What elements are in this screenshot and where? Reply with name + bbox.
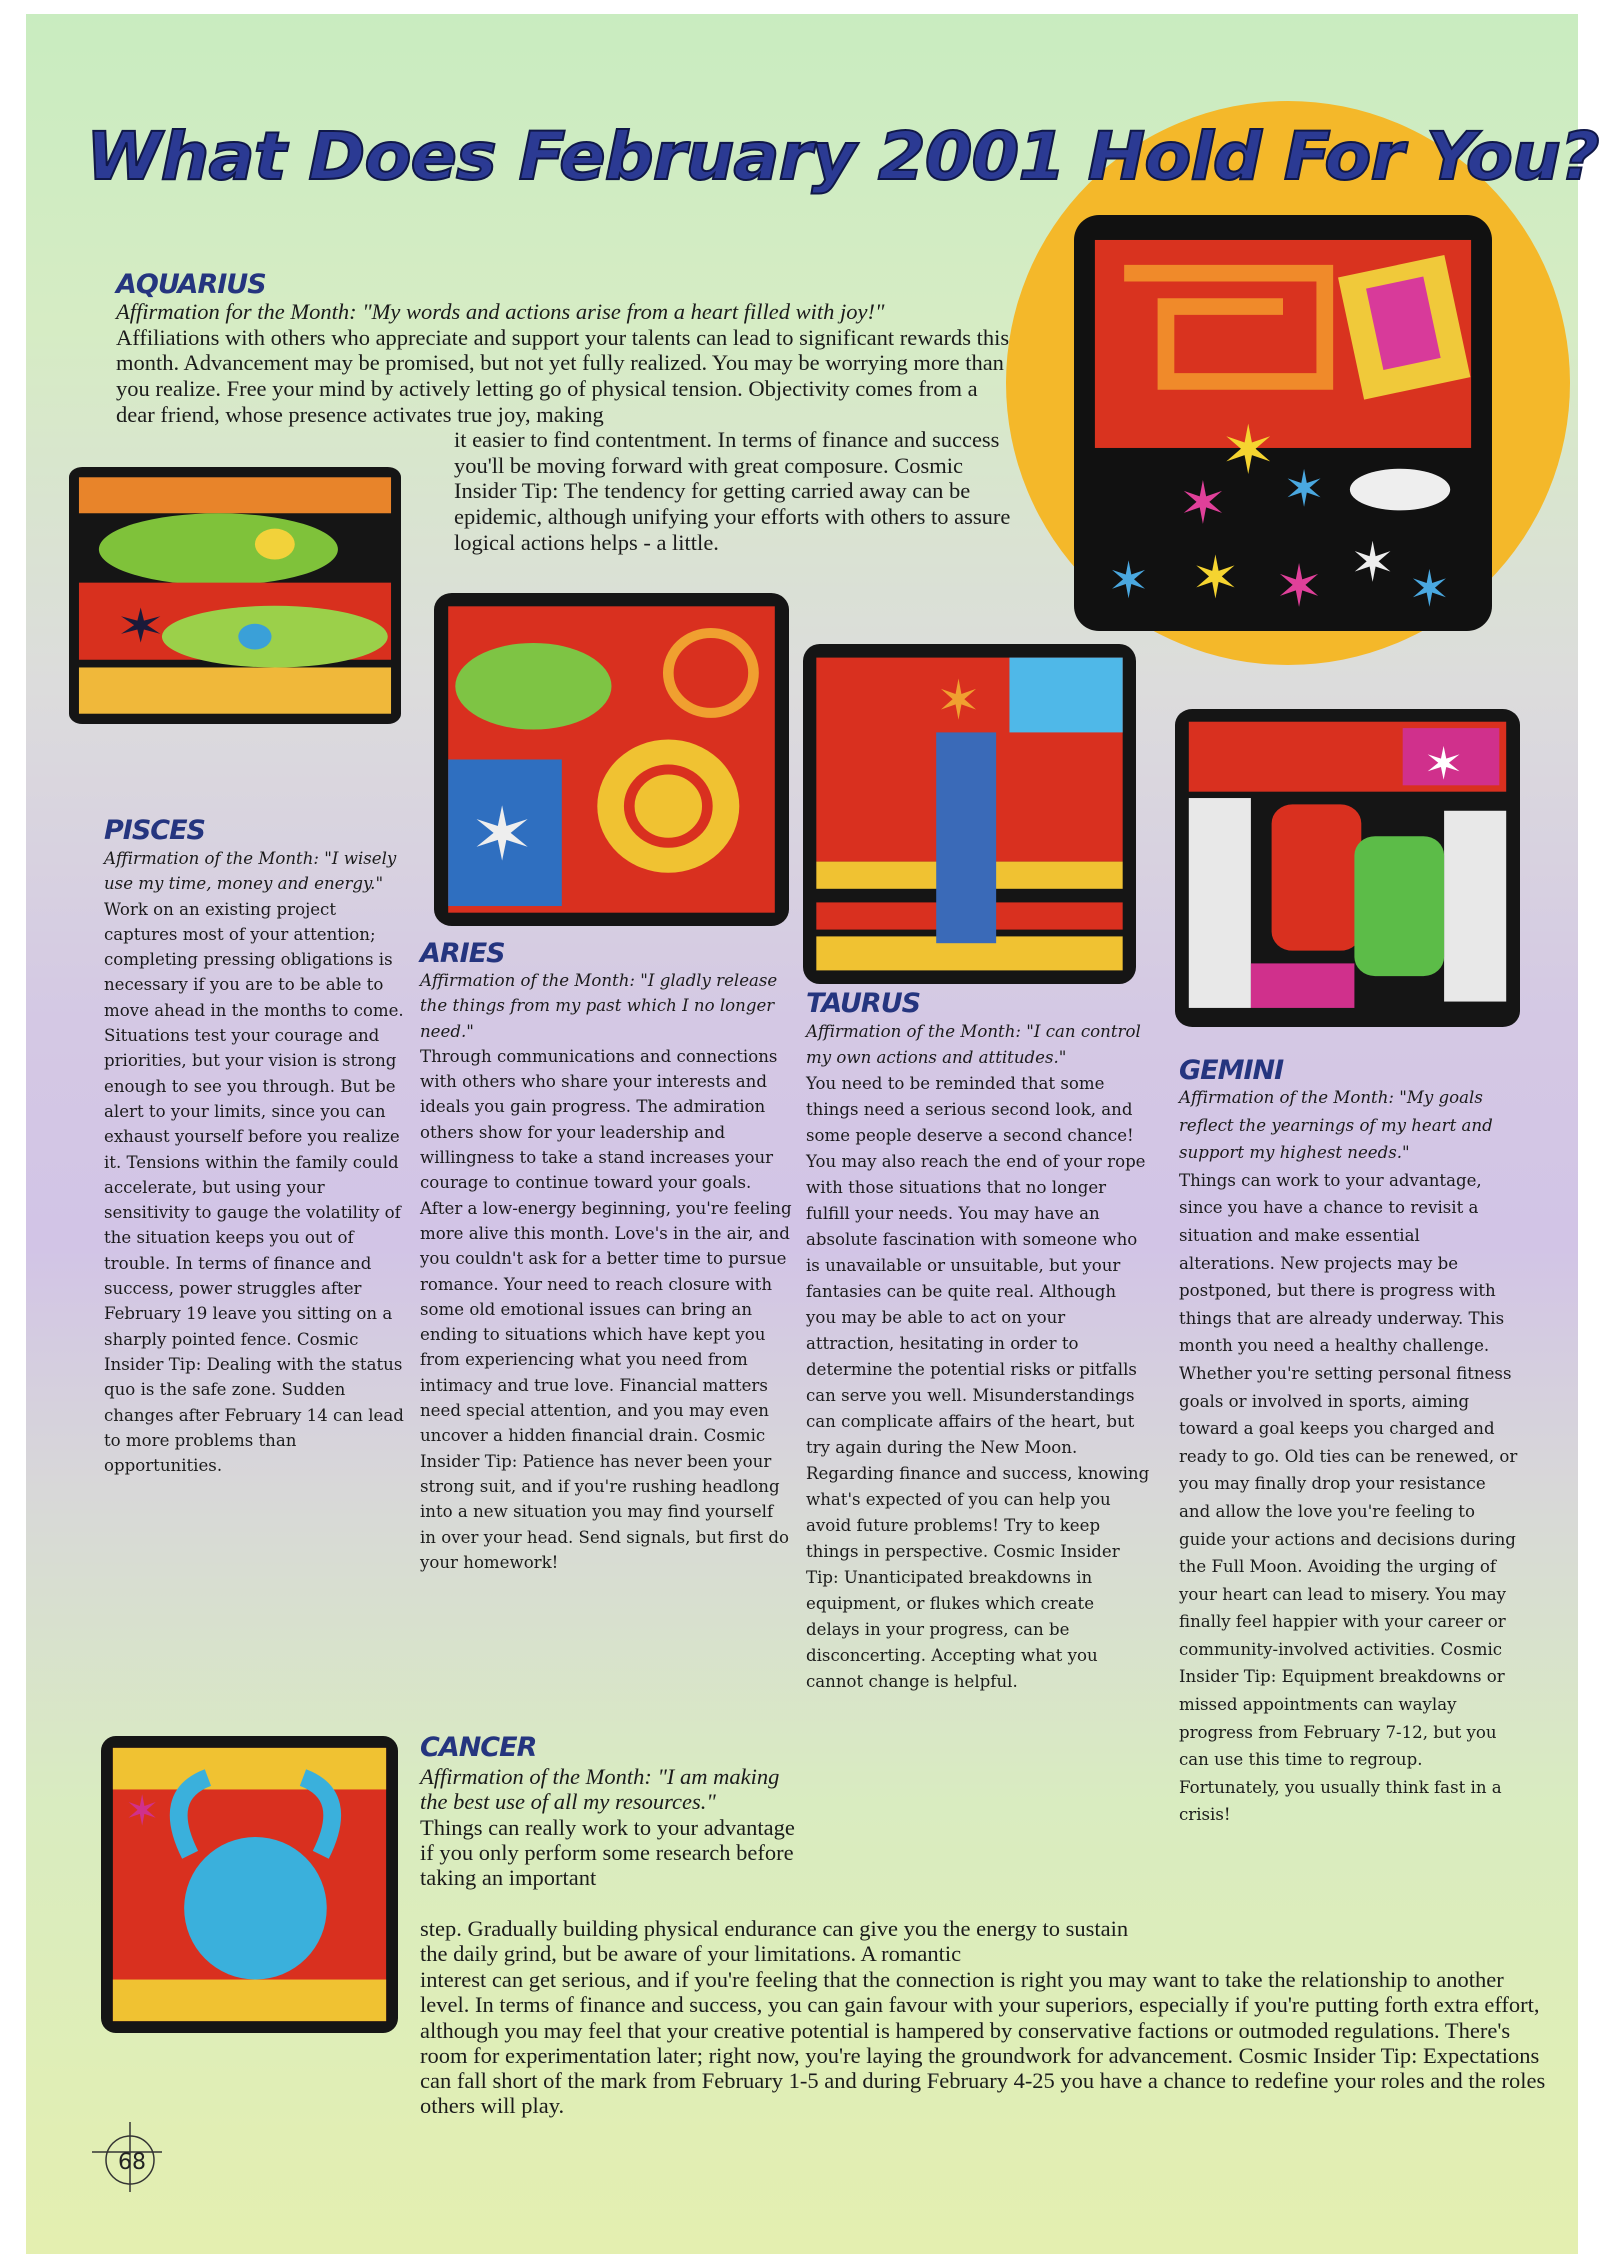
sign-heading-cancer: CANCER bbox=[420, 1732, 537, 1763]
taurus-art-svg bbox=[803, 644, 1136, 984]
pisces-affirmation: Affirmation of the Month: "I wisely use my time, money and energy." bbox=[104, 849, 397, 894]
star-icon: ✶ bbox=[1107, 552, 1150, 609]
pisces-art-svg bbox=[69, 467, 401, 724]
aquarius-artwork bbox=[1074, 215, 1492, 631]
pisces-text bbox=[104, 846, 410, 1478]
star-icon: ✶ bbox=[1423, 740, 1464, 790]
aquarius-body-1: Affiliations with others who appreciate and support your talents can lead to significant rewards this month. Advancement may be promised, but not yet fully realized. You may be worrying more than you realize. Free your mind by actively letting go of physical tension. Objectivity comes from a dear friend, whose presence activates true joy, making bbox=[116, 324, 1010, 427]
art-white-block bbox=[1444, 811, 1506, 1002]
art-blue-sky bbox=[1009, 658, 1122, 733]
sign-heading-taurus: TAURUS bbox=[806, 988, 921, 1019]
art-red-face bbox=[1272, 804, 1362, 950]
art-crab-body bbox=[184, 1837, 327, 1980]
sign-heading-pisces: PISCES bbox=[104, 815, 205, 846]
art-yellow-band bbox=[113, 1980, 386, 2022]
art-fish-eye bbox=[255, 529, 295, 560]
taurus-artwork bbox=[803, 644, 1136, 984]
aquarius-art-svg bbox=[1074, 215, 1492, 631]
cancer-art-svg bbox=[101, 1736, 398, 2033]
star-icon: ✶ bbox=[1220, 415, 1277, 488]
aquarius-affirmation: Affirmation for the Month: "My words and actions arise from a heart filled with joy!" bbox=[116, 299, 885, 324]
art-white-shape bbox=[1350, 469, 1450, 511]
cancer-body-1: Things can really work to your advantage if you only perform some research before taking an important bbox=[420, 1814, 795, 1891]
star-icon: ✶ bbox=[115, 600, 166, 653]
art-magenta-base bbox=[1251, 963, 1355, 1008]
gemini-affirmation: Affirmation of the Month: "My goals reflect the yearnings of my heart and support my highest needs." bbox=[1179, 1088, 1493, 1163]
aquarius-body-2: it easier to find contentment. In terms of finance and success you'll be moving forward with great composure. Cosmic Insider Tip: The tendency for getting carried away can be epidemic, although unifying your efforts with others to assure logical actions helps - a little. bbox=[454, 427, 1011, 555]
art-white-block bbox=[1189, 798, 1251, 1008]
aries-affirmation: Affirmation of the Month: "I gladly release the things from my past which I no longer need." bbox=[420, 971, 778, 1041]
star-icon: ✶ bbox=[1349, 533, 1396, 594]
cancer-body-3: interest can get serious, and if you're feeling that the connection is right you may want to take the relationship to another level. In terms of finance and success, you can gain favour with your superiors, especially if you're putting forth extra effort, although you may feel that your creative potential is hampered by conservative factions or outmoded regulations. There's room for experimentation later; right now, you're laying the groundwork for advancement. Cosmic Insider Tip: Expectations can fall short of the mark from February 1-5 and during February 4-25 you have a chance to redefine your roles and the roles others will play. bbox=[420, 1967, 1546, 2119]
sign-heading-aries: ARIES bbox=[420, 938, 505, 969]
star-icon: ✶ bbox=[936, 670, 981, 731]
pisces-artwork bbox=[69, 467, 401, 724]
gemini-art-svg bbox=[1175, 709, 1520, 1027]
art-yellow-band bbox=[79, 667, 391, 713]
star-icon: ✶ bbox=[1408, 561, 1451, 618]
art-fish-bottom bbox=[162, 606, 388, 668]
star-icon: ✶ bbox=[1274, 554, 1324, 620]
aries-body: Through communications and connections with others who share your interests and ideals you gain progress. The admiration others show for your leadership and willingness to take a stand increases your courage to continue toward your goals. After a low-energy beginning, you're feeling more alive this month. Love's in the air, and you couldn't ask for a better time to pursue romance. Your need to reach closure with some old emotional issues can bring an ending to situations which have kept you from experiencing what you need from intimacy and true love. Financial matters need special attention, and you may even uncover a hidden financial drain. Cosmic Insider Tip: Patience has never been your strong suit, and if you're rushing headlong into a new situation you may find yourself in over your head. Send signals, but first do your homework! bbox=[420, 1046, 792, 1572]
taurus-affirmation: Affirmation of the Month: "I can control my own actions and attitudes." bbox=[806, 1022, 1141, 1067]
art-green-shape bbox=[455, 643, 611, 730]
star-icon: ✶ bbox=[469, 795, 535, 876]
art-fish-top bbox=[99, 513, 338, 585]
gemini-artwork bbox=[1175, 709, 1520, 1027]
aries-artwork bbox=[434, 593, 789, 926]
star-icon: ✶ bbox=[1178, 470, 1228, 536]
cancer-body-2: step. Gradually building physical endurance can give you the energy to sustain the daily grind, but be aware of your limitations. A romantic bbox=[420, 1916, 1129, 1967]
art-yellow-band bbox=[113, 1748, 386, 1790]
aries-art-svg bbox=[434, 593, 789, 926]
sign-heading-aquarius: AQUARIUS bbox=[116, 269, 266, 300]
cancer-artwork bbox=[101, 1736, 398, 2033]
page-title: What Does February 2001 Hold For You? bbox=[86, 118, 1599, 195]
star-icon: ✶ bbox=[124, 1788, 160, 1835]
aries-text bbox=[420, 968, 792, 1575]
art-orange-band bbox=[79, 477, 391, 513]
sign-heading-gemini: GEMINI bbox=[1179, 1055, 1284, 1086]
aquarius-text bbox=[116, 299, 1016, 428]
page-number: 68 bbox=[118, 2150, 146, 2175]
taurus-body: You need to be reminded that some things need a serious second look, and some people deserve a second chance! You may also reach the end of your rope with those situations that no longer fulfill your needs. You may have an absolute fascination with someone who is unavailable or unsuitable, but your fantasies can be quite real. Although you may be able to act on your attraction, hesitating in order to determine the potential risks or pitfalls can serve you well. Misunderstandings can complicate affairs of the heart, but try again during the New Moon. Regarding finance and success, knowing what's expected of you can help you avoid future problems! Try to keep things in perspective. Cosmic Insider Tip: Unanticipated breakdowns in equipment, or flukes which create delays in your progress, can be disconcerting. Accepting what you cannot change is helpful. bbox=[806, 1074, 1150, 1691]
pisces-body: Work on an existing project captures most of your attention; completing pressing obligations is necessary if you are to be able to move ahead in the months to come. Situations test your courage and priorities, but your vision is strong enough to see you through. But be alert to your limits, since you can exhaust yourself before you realize it. Tensions within the family could accelerate, but using your sensitivity to gauge the volatility of the situation keeps you out of trouble. In terms of finance and success, power struggles after February 19 leave you sitting on a sharply pointed fence. Cosmic Insider Tip: Dealing with the status quo is the safe zone. Sudden changes after February 14 can lead to more problems than opportunities. bbox=[104, 899, 404, 1476]
taurus-text bbox=[806, 1019, 1151, 1695]
star-icon: ✶ bbox=[1191, 545, 1241, 611]
art-green-face bbox=[1354, 836, 1444, 976]
gemini-body: Things can work to your advantage, since you have a chance to revisit a situation and make essential alterations. New projects may be postponed, but there is progress with things that are already underway. This month you need a healthy challenge. Whether you're setting personal fitness goals or involved in sports, aiming toward a goal keeps you charged and ready to go. Old ties can be renewed, or you may finally drop your resistance and allow the love you're feeling to guide your actions and decisions during the Full Moon. Avoiding the urging of your heart can lead to misery. You may finally feel happier with your career or community-involved activities. Cosmic Insider Tip: Equipment breakdowns or missed appointments can waylay progress from February 7-12, but you can use this time to regroup. Fortunately, you usually think fast in a crisis! bbox=[1179, 1170, 1518, 1825]
art-fish-eye bbox=[238, 624, 271, 650]
gemini-text bbox=[1179, 1084, 1519, 1829]
art-figure bbox=[936, 732, 996, 943]
cancer-text-1 bbox=[420, 1764, 795, 1890]
star-icon: ✶ bbox=[1283, 461, 1326, 518]
cancer-affirmation: Affirmation of the Month: "I am making the best use of all my resources." bbox=[420, 1764, 780, 1815]
art-swirl bbox=[597, 740, 739, 873]
